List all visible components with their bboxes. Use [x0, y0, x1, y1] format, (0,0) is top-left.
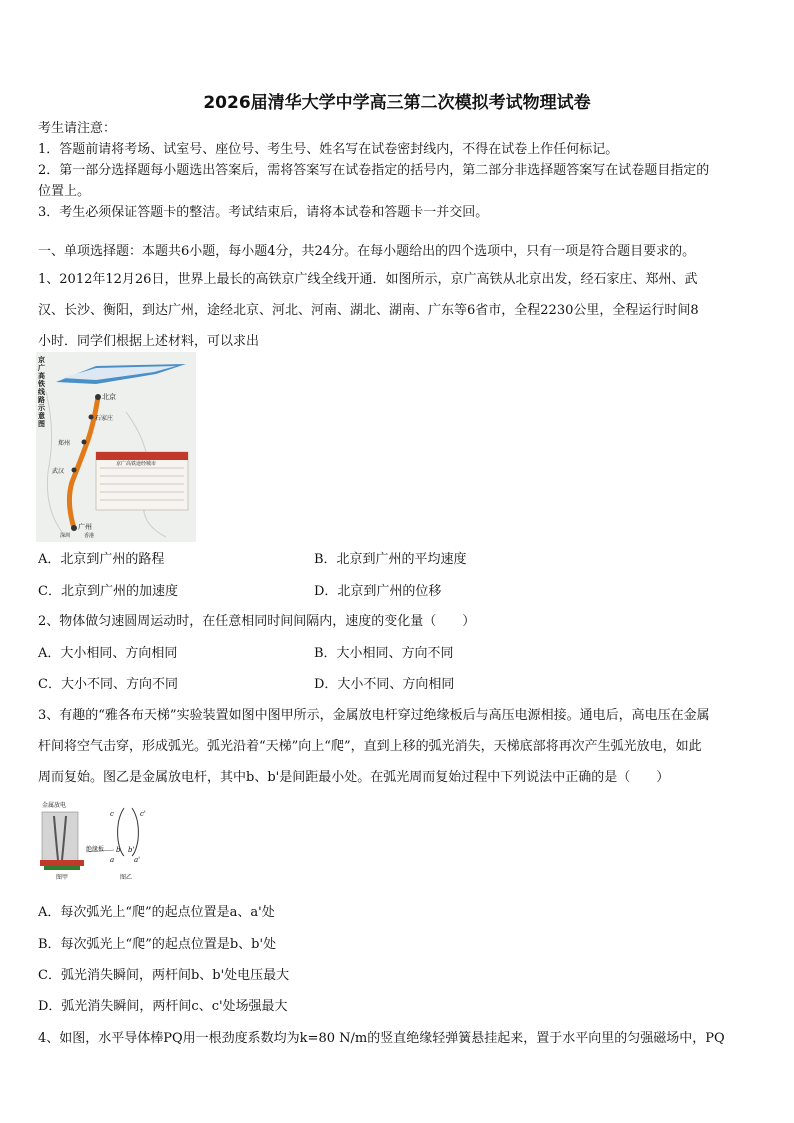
q1-option-c[interactable]: C．北京到广州的加速度 [38, 584, 178, 599]
letter-b-prime: b' [128, 846, 135, 854]
rail-map-illustration [36, 352, 196, 542]
map-legend-header-bar [96, 452, 188, 460]
label-figure-yi: 图乙 [120, 874, 133, 881]
city-dot-wuhan [72, 468, 77, 473]
map-city-guangzhou: 广州 [78, 523, 92, 531]
base-plate [44, 866, 80, 870]
map-side-label: 京广高铁线路示意图 [38, 355, 45, 428]
map-city-beijing: 北京 [102, 393, 116, 401]
letter-b: b [116, 846, 121, 854]
notice-item-2: 2．第一部分选择题每小题选出答案后，需将答案写在试卷指定的括号内，第二部分非选择题答案写在试卷题目指定的 [38, 163, 710, 178]
q3-option-c[interactable]: C．弧光消失瞬间，两杆间b、b'处电压最大 [38, 968, 290, 983]
q3-stem-line-3: 周而复始。图乙是金属放电杆，其中b、b'是间距最小处。在弧光周而复始过程中下列说法中正确的是（ ） [38, 770, 670, 785]
q3-option-d[interactable]: D．弧光消失瞬间，两杆间c、c'处场强最大 [38, 999, 288, 1014]
city-dot-shijiazhuang [89, 415, 94, 420]
jacob-ladder-illustration [36, 800, 156, 882]
q3-option-a[interactable]: A．每次弧光上“爬”的起点位置是a、a'处 [38, 905, 275, 920]
q1-stem-line-1: 1、2012年12月26日，世界上最长的高铁京广线全线开通．如图所示，京广高铁从北京出发，经石家庄、郑州、武 [38, 272, 698, 287]
city-dot-guangzhou [71, 525, 77, 531]
notice-item-1: 1．答题前请将考场、试室号、座位号、考生号、姓名写在试卷密封线内，不得在试卷上作任何标记。 [38, 142, 619, 157]
q2-option-a[interactable]: A．大小相同、方向相同 [38, 646, 178, 661]
letter-a: a [110, 856, 115, 864]
label-insulating-board: 绝缘板 [86, 846, 105, 853]
letter-c: c [110, 810, 114, 818]
map-city-shijiazhuang: 石家庄 [95, 415, 114, 422]
letter-c-prime: c' [140, 810, 146, 818]
map-city-wuhan: 武汉 [52, 468, 65, 475]
q1-rail-map [36, 352, 196, 542]
q1-option-d[interactable]: D．北京到广州的位移 [314, 584, 442, 599]
notice-item-2-cont: 位置上。 [38, 184, 91, 199]
notice-heading: 考生请注意： [38, 121, 117, 136]
q3-stem-line-1: 3、有趣的“雅各布天梯”实验装置如图中图甲所示，金属放电杆穿过绝缘板后与高压电源相接。通电后，高电压在金属 [38, 708, 710, 723]
q3-stem-line-2: 杆间将空气击穿，形成弧光。弧光沿着“天梯”向上“爬”，直到上移的弧光消失，天梯底部将再次产生弧光放电，如此 [38, 739, 702, 754]
map-city-zhengzhou: 郑州 [58, 440, 71, 447]
city-dot-beijing [95, 394, 101, 400]
q2-option-d[interactable]: D．大小不同、方向相同 [314, 677, 455, 692]
map-city-shenzhen: 深圳 [60, 533, 71, 539]
q2-option-b[interactable]: B．大小相同、方向不同 [314, 646, 454, 661]
map-legend-title: 京广高铁途经城市 [116, 461, 157, 467]
page-title: 2026届清华大学中学高三第二次模拟考试物理试卷 [203, 93, 591, 113]
q3-jacob-ladder-figure [36, 800, 156, 882]
letter-a-prime: a' [134, 856, 141, 864]
q2-option-c[interactable]: C．大小不同、方向不同 [38, 677, 178, 692]
q1-option-b[interactable]: B．北京到广州的平均速度 [314, 552, 467, 567]
city-dot-zhengzhou [82, 440, 87, 445]
label-figure-jia: 图甲 [56, 874, 69, 881]
insulating-board [40, 860, 84, 866]
label-metal-rod: 金属放电 [42, 802, 67, 809]
q4-stem-line-1: 4、如图，水平导体棒PQ用一根劲度系数均为k=80 N/m的竖直绝缘轻弹簧悬挂起来，置于水平向里的匀强磁场中，PQ [38, 1031, 725, 1046]
glass-enclosure [42, 812, 78, 862]
section-heading: 一、单项选择题：本题共6小题，每小题4分，共24分。在每小题给出的四个选项中，只有一项是符合题目要求的。 [38, 244, 696, 259]
q1-stem-line-2: 汉、长沙、衡阳，到达广州，途经北京、河北、河南、湖北、湖南、广东等6省市，全程2230公里，全程运行时间8 [38, 303, 699, 318]
q1-option-a[interactable]: A．北京到广州的路程 [38, 552, 165, 567]
q2-stem: 2、物体做匀速圆周运动时，在任意相同时间间隔内，速度的变化量（ ） [38, 614, 476, 629]
map-city-hongkong: 香港 [84, 533, 95, 539]
q1-stem-line-3: 小时．同学们根据上述材料，可以求出 [38, 334, 260, 349]
q3-option-b[interactable]: B．每次弧光上“爬”的起点位置是b、b'处 [38, 937, 277, 952]
notice-item-3: 3．考生必须保证答题卡的整洁。考试结束后，请将本试卷和答题卡一并交回。 [38, 205, 489, 220]
